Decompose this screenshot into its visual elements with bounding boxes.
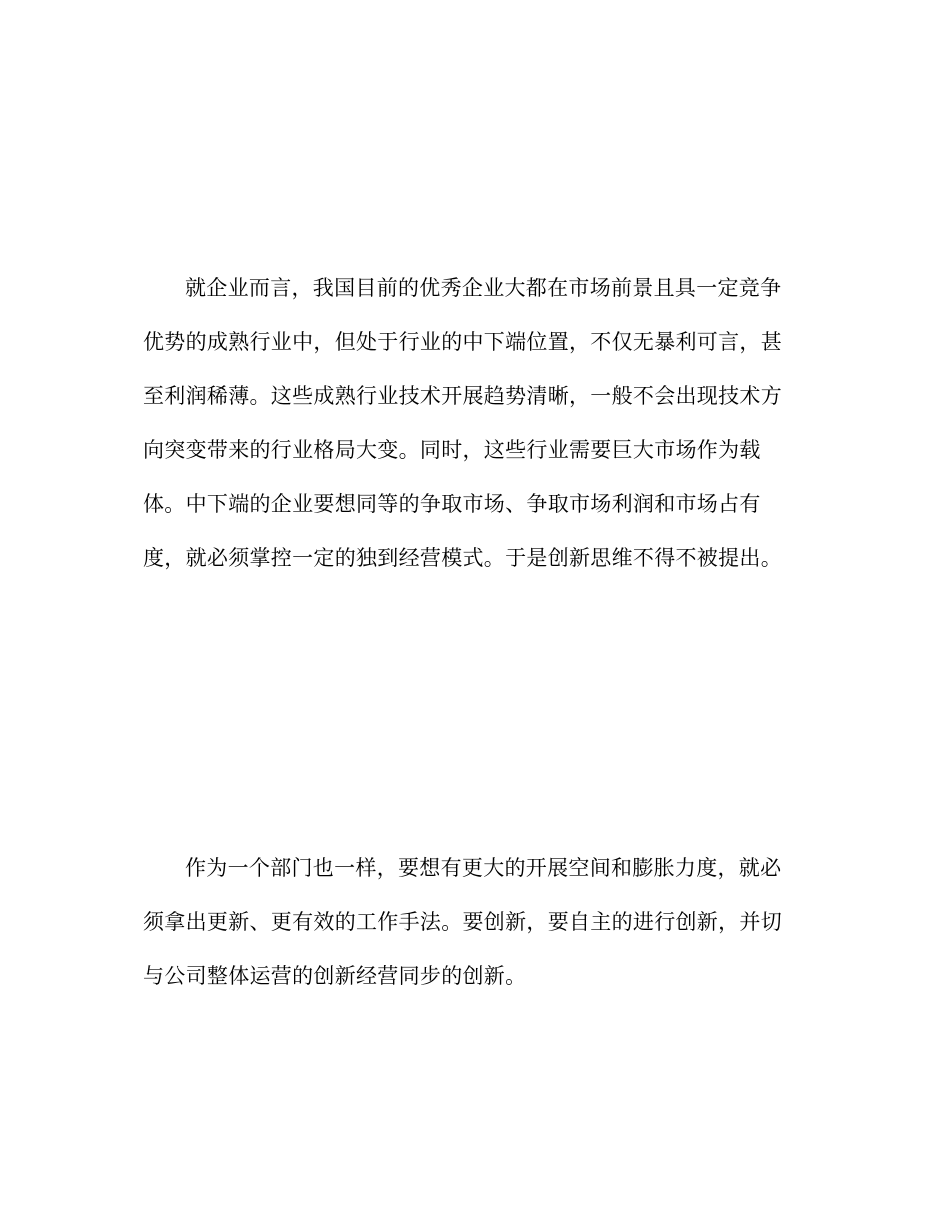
paragraph-line: 度，就必须掌控一定的独到经营模式。于是创新思维不得不被提出。 (143, 546, 782, 570)
paragraph-line: 须拿出更新、更有效的工作手法。要创新，要自主的进行创新，并切 (143, 910, 782, 934)
paragraph-line: 至利润稀薄。这些成熟行业技术开展趋势清晰，一般不会出现技术方 (143, 384, 782, 408)
paragraph-line: 就企业而言，我国目前的优秀企业大都在市场前景且具一定竞争 (185, 276, 782, 300)
paragraph-line: 体。中下端的企业要想同等的争取市场、争取市场利润和市场占有 (143, 492, 761, 516)
paragraph-department-innovation (143, 841, 803, 1003)
paragraph-line: 与公司整体运营的创新经营同步的创新。 (143, 964, 527, 988)
paragraph-line: 优势的成熟行业中，但处于行业的中下端位置，不仅无暴利可言，甚 (143, 330, 782, 354)
paragraph-enterprise-innovation (143, 261, 803, 585)
paragraph-line: 向突变带来的行业格局大变。同时，这些行业需要巨大市场作为载 (143, 438, 761, 462)
paragraph-line: 作为一个部门也一样，要想有更大的开展空间和膨胀力度，就必 (185, 856, 782, 880)
